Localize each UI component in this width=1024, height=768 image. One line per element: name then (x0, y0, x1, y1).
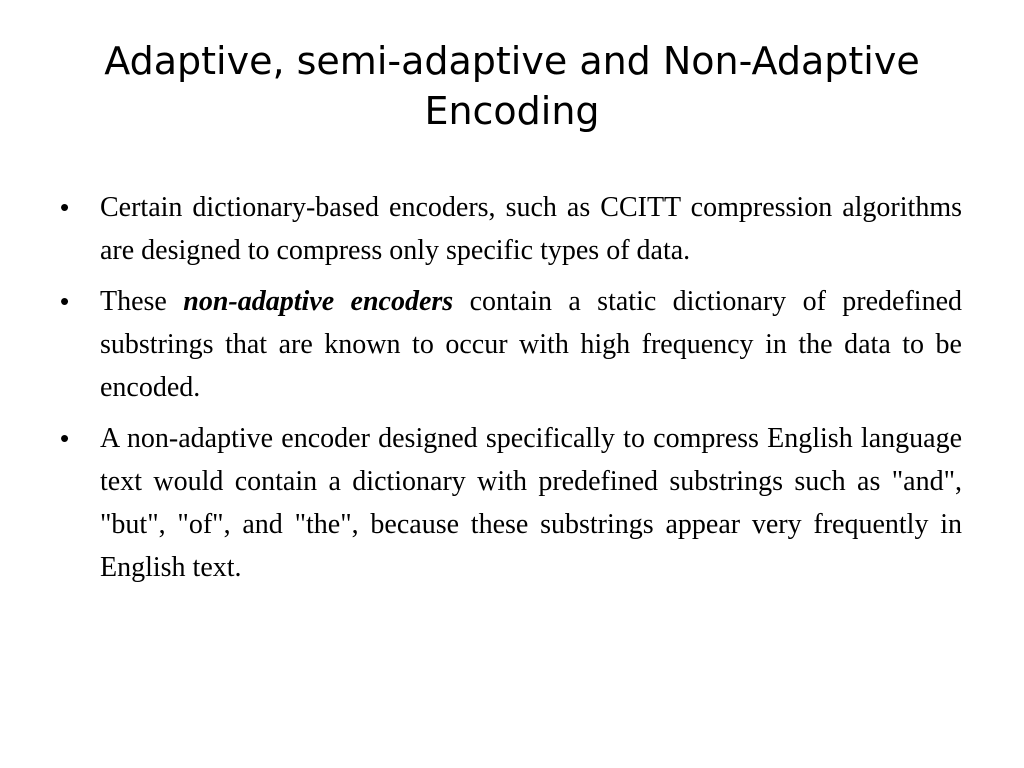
bullet-list (60, 186, 962, 597)
bullet-item-3 (60, 417, 962, 589)
bullet-icon: • (60, 286, 70, 316)
bullet-item-2 (60, 280, 962, 409)
bullet-text: A non-adaptive encoder designed specifically to compress English language text would contain a dictionary with predefined substrings such as "and", "but", "of", and "the", because these substrings appear very frequently in English text. (100, 423, 962, 583)
slide-title: Adaptive, semi-adaptive and Non-Adaptive Encoding (104, 39, 920, 133)
bullet-icon: • (60, 423, 70, 453)
bullet-item-1 (60, 186, 962, 272)
bullet-text-lead: These (100, 286, 184, 317)
bullet-text: Certain dictionary-based encoders, such as CCITT compression algorithms are designed to compress only specific types of data. (100, 192, 962, 266)
bullet-emphasis-term: non-adaptive encoders (183, 286, 454, 317)
bullet-icon: • (60, 192, 70, 222)
bullet-text-rest: contain a static dictionary of predefined substrings that are known to occur with high frequency in the data to be encoded. (100, 286, 962, 403)
